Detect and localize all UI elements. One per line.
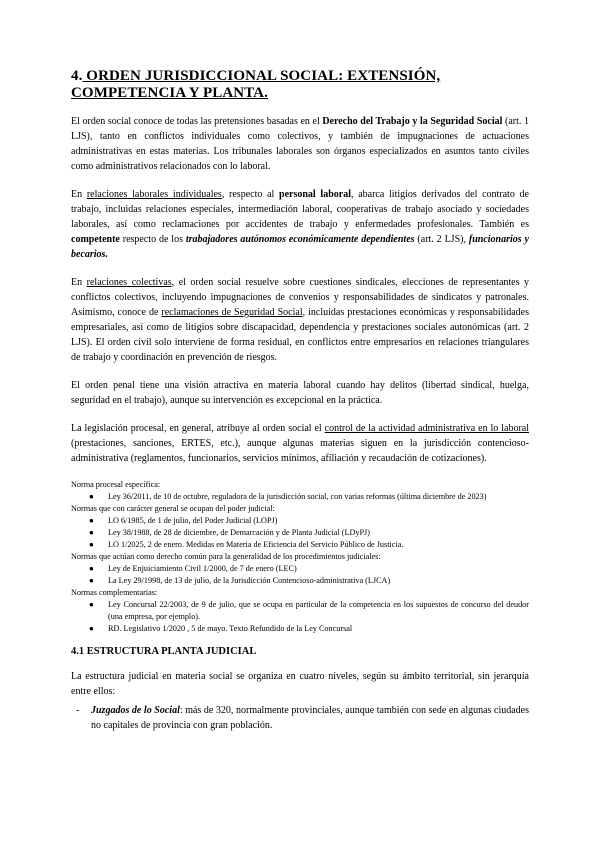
bold-term: Derecho del Trabajo y la Seguridad Social <box>322 116 503 127</box>
paragraph-4: El orden penal tiene una visión atractiva en materia laboral cuando hay delitos (libertad sindical, huelga, seguridad en el trabajo), aunque su intervención es excepcional en la práctica. <box>71 380 529 406</box>
court-levels-list <box>71 703 529 733</box>
list-item <box>71 563 529 575</box>
bold-term: competente <box>71 234 120 245</box>
list-item <box>71 623 529 635</box>
text-run: , incluidas prestaciones económicas y responsabilidades empresariales, así como de litigios sobre discapacidad, dependencia y prestaciones sociales autonómicas (art. 2 LJS). El orden civil solo interviene de forma residual, en conflictos entre empresarios en relaciones triangulares de trabajo y coordinación en prevención de riesgos. <box>71 307 529 363</box>
section-number: 4. <box>71 68 83 84</box>
text-run: (art. 2 LJS), <box>414 234 469 245</box>
paragraph-3 <box>71 275 529 365</box>
bullet-icon: ● <box>89 516 94 525</box>
list-item-text: : más de 320, normalmente provinciales, aunque también con sede en algunas ciudades no capitales de provincia con gran población. <box>91 705 529 731</box>
bold-term: personal laboral <box>279 189 351 200</box>
text-run: , respecto al <box>221 189 280 200</box>
bullet-icon: ● <box>89 564 94 573</box>
list-item <box>71 703 529 733</box>
section-title <box>71 68 529 102</box>
underlined-term: relaciones laborales individuales <box>86 189 222 200</box>
paragraph-1 <box>71 114 529 174</box>
norm-group <box>71 503 529 551</box>
bullet-icon: ● <box>89 540 94 549</box>
text-run: (art. 1 LJS), tanto en conflictos individuales como colectivos, y también de impugnaciones de actuaciones administrativas en estas materias. Los tribunales laborales son órganos especializados en asuntos tanto civiles como administrativos relacionados con lo laboral. <box>71 116 529 172</box>
list-item-text: RD. Legislativo 1/2020 , 5 de mayo. Texto Refundido de la Ley Concursal <box>108 624 353 633</box>
list-item-text: LO 6/1985, de 1 de julio, del Poder Judicial (LOPJ) <box>108 516 278 525</box>
list-item-text: Ley 38/1988, de 28 de diciembre, de Demarcación y de Planta Judicial (LDyPJ) <box>108 528 370 537</box>
bullet-icon: ● <box>89 576 94 585</box>
bold-italic-term: funcionarios y becarios. <box>71 234 529 260</box>
list-item-text: Ley de Enjuiciamiento Civil 1/2000, de 7 de enero (LEC) <box>108 564 297 573</box>
norm-items <box>71 491 529 503</box>
norms-list <box>71 479 529 635</box>
bullet-icon: ● <box>89 492 94 501</box>
text-run: El orden social conoce de todas las pretensiones basadas en el <box>71 116 323 127</box>
list-item-text: Ley 36/2011, de 10 de octubre, reguladora de la jurisdicción social, con varias reformas (última diciembre de 2023) <box>108 492 487 501</box>
text-run: (prestaciones, sanciones, ERTES, etc.), aunque algunas materias siguen en la jurisdicción contencioso-administrativa (reglamentos, funcionarios, servicios mínimos, afiliación y recaudación de cotizaciones). <box>71 438 529 464</box>
norm-group <box>71 479 529 503</box>
document-page <box>71 68 529 733</box>
norm-heading: Normas complementarias: <box>71 588 158 597</box>
list-item <box>71 575 529 587</box>
subsection-title: 4.1 ESTRUCTURA PLANTA JUDICIAL <box>71 646 257 657</box>
bullet-icon: ● <box>89 600 94 609</box>
text-run: , abarca litigios derivados del contrato de trabajo, incluidas relaciones especiales, intermediación laboral, cooperativas de trabajo asociado y sociedades laborales, así como reclamaciones por accidentes de trabajo y enfermedades profesionales. También es <box>71 189 529 230</box>
norm-group <box>71 587 529 635</box>
norm-heading: Normas que actúan como derecho común para la generalidad de los procedimientos judiciales: <box>71 552 381 561</box>
text-run: En <box>71 277 87 288</box>
paragraph-2 <box>71 187 529 262</box>
text-run: En <box>71 189 87 200</box>
list-item <box>71 527 529 539</box>
list-item <box>71 491 529 503</box>
underlined-term: control de la actividad administrativa en lo laboral <box>324 423 529 434</box>
text-run: , el orden social resuelve sobre cuestiones sindicales, elecciones de representantes y conflictos colectivos, incluyendo impugnaciones de convenios y responsabilidades de sindicatos y patronales. Asimismo, conoce de <box>71 277 530 318</box>
bold-italic-term: trabajadores autónomos económicamente dependientes <box>185 234 415 245</box>
paragraph-6: La estructura judicial en materia social se organiza en cuatro niveles, según su ámbito territorial, sin jerarquía entre ellos: <box>71 671 529 697</box>
underlined-term: reclamaciones de Seguridad Social <box>161 307 303 318</box>
paragraph-5 <box>71 421 529 466</box>
list-item <box>71 599 529 623</box>
list-item-text: La Ley 29/1998, de 13 de julio, de la Jurisdicción Contencioso-administrativa (LJCA) <box>108 576 391 585</box>
norm-items <box>71 599 529 635</box>
text-run: respecto de los <box>119 234 186 245</box>
list-item <box>71 539 529 551</box>
section-title-text: ORDEN JURISDICCIONAL SOCIAL: EXTENSIÓN, COMPETENCIA Y PLANTA. <box>71 68 441 101</box>
list-item <box>71 515 529 527</box>
norm-group <box>71 551 529 587</box>
norm-heading: Norma procesal específica: <box>71 480 161 489</box>
list-item-text: Ley Concursal 22/2003, de 9 de julio, que se ocupa en particular de la competencia en los supuestos de concurso del deudor (una empresa, por ejemplo). <box>108 600 529 621</box>
norm-items <box>71 563 529 587</box>
text-run: La legislación procesal, en general, atribuye al orden social el <box>71 423 325 434</box>
underlined-term: relaciones colectivas <box>86 277 172 288</box>
bullet-icon: ● <box>89 624 94 633</box>
dash-icon: - <box>76 705 80 716</box>
bullet-icon: ● <box>89 528 94 537</box>
norm-heading: Normas que con carácter general se ocupan del poder judicial: <box>71 504 275 513</box>
bold-italic-term: Juzgados de lo Social <box>91 705 180 716</box>
list-item-text: LO 1/2025, 2 de enero. Medidas en Materia de Eficiencia del Servicio Público de Justicia. <box>108 540 404 549</box>
norm-items <box>71 515 529 551</box>
